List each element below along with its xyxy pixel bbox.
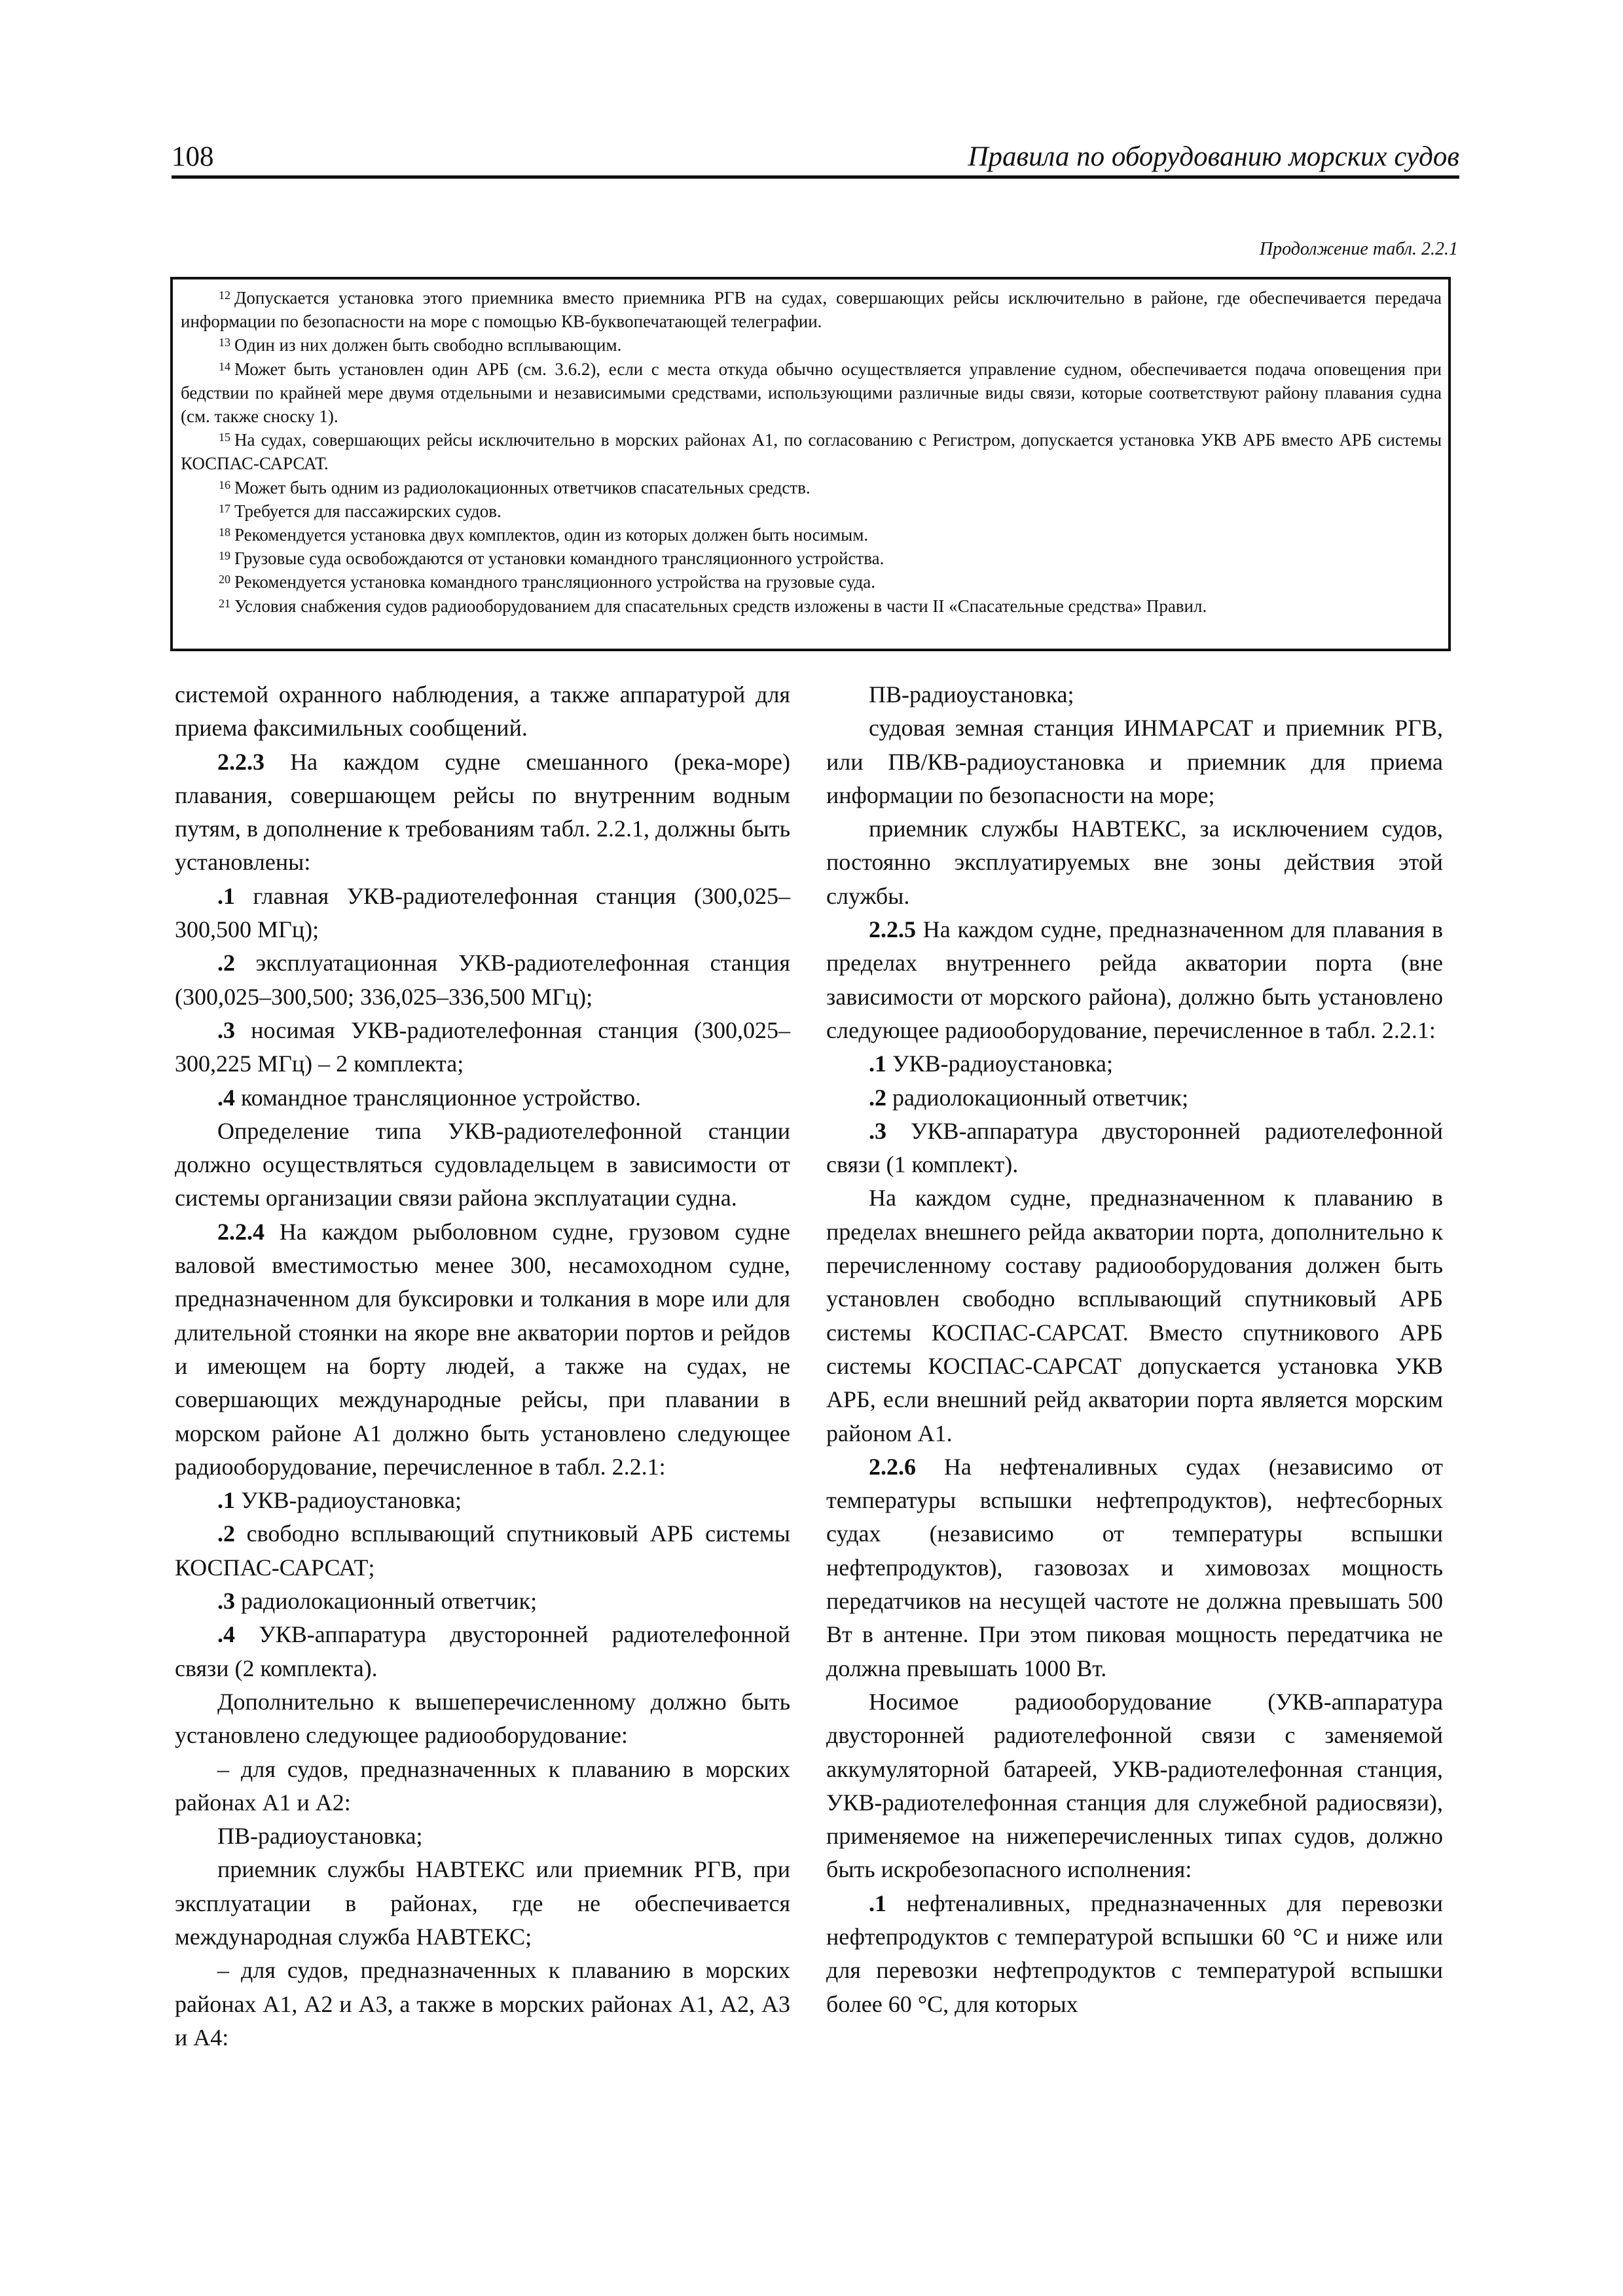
paragraph bbox=[175, 1484, 790, 1517]
paragraph bbox=[175, 1215, 790, 1484]
paragraph bbox=[175, 1618, 790, 1685]
paragraph-text: радиолокационный ответчик; bbox=[235, 1588, 538, 1615]
paragraph bbox=[826, 1115, 1443, 1182]
footnote-14 bbox=[181, 357, 1442, 429]
paragraph bbox=[175, 1115, 790, 1215]
paragraph bbox=[175, 880, 790, 947]
footnote-15 bbox=[181, 428, 1442, 475]
paragraph-text: УКВ-радиоустановка; bbox=[886, 1050, 1114, 1077]
right-text-column bbox=[826, 678, 1443, 2021]
paragraph-text: На каждом судне, предназначенном к плаванию в пределах внешнего рейда акватории порта, дополнительно к перечисленному составу радиооборудования должен быть установлен свободно всплывающий спутниковый АРБ системы КОСПАС-САРСАТ. Вместо спутникового АРБ системы КОСПАС-САРСАТ допускается установка УКВ АРБ, если внешний рейд акватории порта является морским районом А1. bbox=[826, 1185, 1443, 1446]
paragraph bbox=[826, 1047, 1443, 1081]
footnote-number: 14 bbox=[219, 359, 230, 373]
footnote-number: 13 bbox=[219, 336, 230, 350]
clause-number: .4 bbox=[217, 1621, 235, 1648]
footnotes-box bbox=[170, 277, 1451, 651]
clause-number: .1 bbox=[217, 1487, 235, 1514]
footnote-16 bbox=[181, 476, 1442, 499]
paragraph bbox=[826, 1887, 1443, 2021]
clause-number: .2 bbox=[217, 950, 235, 977]
paragraph bbox=[175, 678, 790, 745]
footnote-number: 15 bbox=[219, 431, 230, 444]
footnote-number: 16 bbox=[219, 478, 230, 492]
paragraph bbox=[175, 1820, 790, 1853]
paragraph bbox=[826, 1181, 1443, 1450]
footnote-17 bbox=[181, 499, 1442, 523]
paragraph-text: УКВ-аппаратура двусторонней радиотелефонной связи (1 комплект). bbox=[826, 1117, 1443, 1178]
paragraph-text: свободно всплывающий спутниковый АРБ системы КОСПАС-САРСАТ; bbox=[175, 1520, 790, 1581]
paragraph bbox=[826, 913, 1443, 1047]
footnote-text: Может быть одним из радиолокационных ответчиков спасательных средств. bbox=[234, 477, 811, 497]
footnote-text: Рекомендуется установка командного трансляционного устройства на грузовые суда. bbox=[234, 572, 875, 592]
footnote-text: Рекомендуется установка двух комплектов, один из которых должен быть носимым. bbox=[234, 525, 869, 545]
left-text-column bbox=[175, 678, 790, 2054]
clause-number: 2.2.5 bbox=[869, 916, 916, 943]
paragraph bbox=[826, 678, 1443, 711]
clause-number: .4 bbox=[217, 1084, 235, 1111]
header-rule bbox=[172, 175, 1459, 179]
paragraph bbox=[175, 1753, 790, 1820]
footnote-20 bbox=[181, 570, 1442, 594]
paragraph-text: На каждом судне, предназначенном для плавания в пределах внутреннего рейда акватории порта (вне зависимости от морского района), должно быть установлено следующее радиооборудование, перечисленное в табл. 2.2.1: bbox=[826, 916, 1443, 1043]
footnote-text: Грузовые суда освобождаются от установки командного трансляционного устройства. bbox=[234, 548, 884, 569]
clause-number: 2.2.3 bbox=[217, 748, 264, 775]
paragraph-text: На каждом судне смешанного (река-море) плавания, совершающем рейсы по внутренним водным путям, в дополнение к требованиям табл. 2.2.1, должны быть установлены: bbox=[175, 748, 790, 876]
footnote-text: Один из них должен быть свободно всплывающим. bbox=[234, 335, 622, 355]
clause-number: .3 bbox=[217, 1016, 235, 1043]
paragraph bbox=[175, 946, 790, 1014]
footnote-text: На судах, совершающих рейсы исключительно в морских районах А1, по согласованию с Регистром, допускается установка УКВ АРБ вместо АРБ системы КОСПАС-САРСАТ. bbox=[181, 430, 1442, 474]
table-continuation-label: Продолжение табл. 2.2.1 bbox=[1259, 239, 1458, 259]
paragraph bbox=[826, 1685, 1443, 1887]
paragraph bbox=[175, 1081, 790, 1115]
paragraph-text: На каждом рыболовном судне, грузовом судне валовой вместимостью менее 300, несамоходном судне, предназначенном для буксировки и толкания в море или для длительной стоянки на якоре вне акватории портов и рейдов и имеющем на борту людей, а также на судах, не совершающих международные рейсы, при плавании в морском районе А1 должно быть установлено следующее радиооборудование, перечисленное в табл. 2.2.1: bbox=[175, 1218, 790, 1480]
paragraph-text: эксплуатационная УКВ-радиотелефонная станция (300,025–300,500; 336,025–336,500 МГц); bbox=[175, 950, 790, 1010]
paragraph bbox=[826, 1081, 1443, 1115]
footnote-21 bbox=[181, 594, 1442, 618]
paragraph bbox=[175, 1954, 790, 2054]
footnote-12 bbox=[181, 286, 1442, 333]
clause-number: 2.2.6 bbox=[869, 1453, 916, 1480]
footnote-text: Допускается установка этого приемника вместо приемника РГВ на судах, совершающих рейсы исключительно в районе, где обеспечивается передача информации по безопасности на море с помощью КВ-буквопечатающей телеграфии. bbox=[181, 288, 1442, 332]
paragraph bbox=[826, 711, 1443, 812]
footnote-text: Может быть установлен один АРБ (см. 3.6.2), если с места откуда обычно осуществляется управление судном, обеспечивается подача оповещения при бедствии по крайней мере двумя отдельными и независимыми средствами, использующими различные виды связи, которые соответствуют району плавания судна (см. также сноску 1). bbox=[181, 359, 1442, 427]
paragraph bbox=[175, 1585, 790, 1618]
footnote-number: 21 bbox=[219, 596, 230, 610]
clause-number: 2.2.4 bbox=[217, 1218, 264, 1245]
clause-number: .3 bbox=[869, 1117, 886, 1144]
footnote-number: 19 bbox=[219, 549, 230, 563]
footnote-18 bbox=[181, 523, 1442, 547]
paragraph-text: носимая УКВ-радиотелефонная станция (300,025–300,225 МГц) – 2 комплекта; bbox=[175, 1016, 790, 1077]
footnote-19 bbox=[181, 547, 1442, 570]
paragraph-text: главная УКВ-радиотелефонная станция (300,025–300,500 МГц); bbox=[175, 882, 790, 943]
footnote-number: 20 bbox=[219, 573, 230, 586]
paragraph bbox=[826, 812, 1443, 913]
paragraph bbox=[175, 1853, 790, 1954]
paragraph-text: Дополнительно к вышеперечисленному должно быть установлено следующее радиооборудование: bbox=[175, 1688, 790, 1749]
paragraph-text: нефтеналивных, предназначенных для перевозки нефтепродуктов с температурой вспышки 60 °С и ниже или для перевозки нефтепродуктов с температурой вспышки более 60 °С, для которых bbox=[826, 1890, 1443, 2017]
paragraph-text: ПВ-радиоустановка; bbox=[869, 681, 1074, 708]
paragraph-text: – для судов, предназначенных к плаванию в морских районах А1, А2 и А3, а также в морских районах А1, А2, А3 и А4: bbox=[175, 1957, 790, 2051]
paragraph bbox=[175, 1517, 790, 1585]
paragraph-text: УКВ-аппаратура двусторонней радиотелефонной связи (2 комплекта). bbox=[175, 1621, 790, 1681]
paragraph-text: – для судов, предназначенных к плаванию в морских районах А1 и А2: bbox=[175, 1755, 790, 1816]
clause-number: .1 bbox=[869, 1890, 886, 1916]
paragraph bbox=[175, 1014, 790, 1081]
footnote-number: 12 bbox=[219, 289, 230, 302]
paragraph-text: системой охранного наблюдения, а также аппаратурой для приема факсимильных сообщений. bbox=[175, 681, 790, 742]
clause-number: .2 bbox=[869, 1084, 886, 1111]
paragraph-text: судовая земная станция ИНМАРСАТ и приемник РГВ, или ПВ/КВ-радиоустановка и приемник для приема информации по безопасности на море; bbox=[826, 715, 1443, 808]
clause-number: .2 bbox=[217, 1520, 235, 1547]
paragraph-text: На нефтеналивных судах (независимо от температуры вспышки нефтепродуктов), нефтесборных судах (независимо от температуры вспышки нефтепродуктов), газовозах и химовозах мощность передатчиков на несущей частоте не должна превышать 500 Вт в антенне. При этом пиковая мощность передатчика не должна превышать 1000 Вт. bbox=[826, 1453, 1443, 1681]
footnote-number: 17 bbox=[219, 501, 230, 515]
footnote-13 bbox=[181, 333, 1442, 357]
clause-number: .1 bbox=[869, 1050, 886, 1077]
paragraph bbox=[175, 745, 790, 880]
paragraph-text: радиолокационный ответчик; bbox=[886, 1084, 1189, 1111]
paragraph-text: приемник службы НАВТЕКС, за исключением судов, постоянно эксплуатируемых вне зоны действия этой службы. bbox=[826, 816, 1443, 909]
paragraph-text: Носимое радиооборудование (УКВ-аппаратура двусторонней радиотелефонной связи с заменяемой аккумуляторной батареей, УКВ-радиотелефонная станция, УКВ-радиотелефонная станция для служебной радиосвязи), применяемое на нижеперечисленных типах судов, должно быть искробезопасного исполнения: bbox=[826, 1688, 1443, 1883]
footnote-number: 18 bbox=[219, 526, 230, 539]
clause-number: .3 bbox=[217, 1588, 235, 1615]
paragraph-text: ПВ-радиоустановка; bbox=[217, 1823, 423, 1850]
paragraph-text: Определение типа УКВ-радиотелефонной станции должно осуществляться судовладельцем в зависимости от системы организации связи района эксплуатации судна. bbox=[175, 1117, 790, 1211]
clause-number: .1 bbox=[217, 882, 235, 909]
paragraph bbox=[175, 1685, 790, 1753]
paragraph-text: УКВ-радиоустановка; bbox=[235, 1487, 462, 1514]
paragraph-text: командное трансляционное устройство. bbox=[235, 1084, 642, 1111]
footnote-text: Требуется для пассажирских судов. bbox=[234, 501, 501, 521]
running-title: Правила по оборудованию морских судов bbox=[968, 141, 1459, 172]
paragraph bbox=[826, 1450, 1443, 1685]
footnote-text: Условия снабжения судов радиооборудованием для спасательных средств изложены в части II «Спасательные средства» Правил. bbox=[234, 596, 1207, 616]
paragraph-text: приемник службы НАВТЕКС или приемник РГВ, при эксплуатации в районах, где не обеспечивается международная служба НАВТЕКС; bbox=[175, 1856, 790, 1950]
page-number: 108 bbox=[172, 141, 214, 172]
